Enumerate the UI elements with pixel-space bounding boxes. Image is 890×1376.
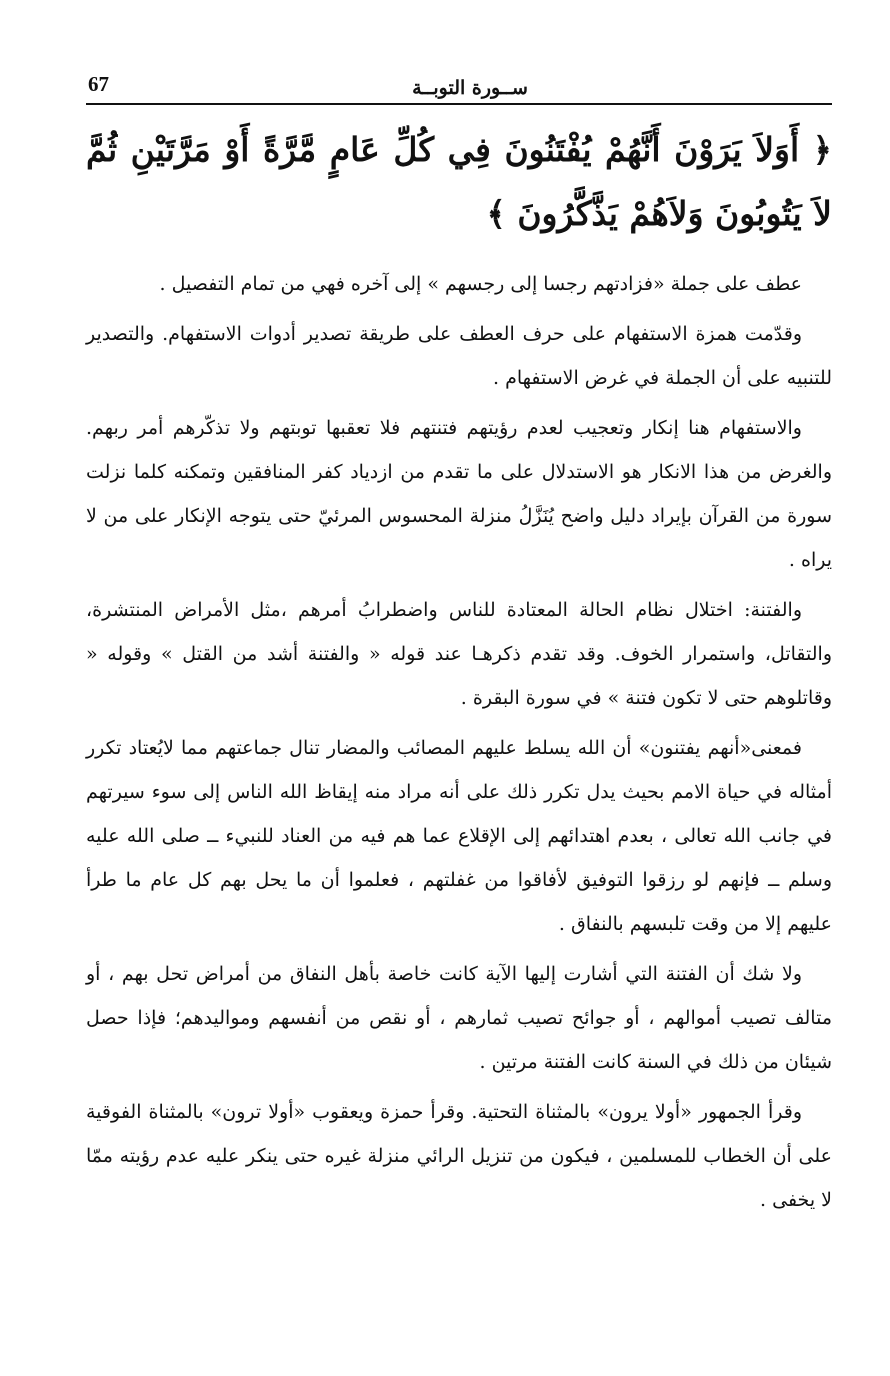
running-title: ســورة التوبــة (412, 77, 528, 99)
paragraph-2: وقدّمت همزة الاستفهام على حرف العطف على طريقة تصدير أدوات الاستفهام. والتصدير للتنبيه على أن الجملة في غرض الاستفهام . (86, 323, 832, 389)
paragraph-1: عطف على جملة «فزادتهم رجسا إلى رجسهم » إلى آخره فهي من تمام التفصيل . (159, 273, 802, 295)
header-rule (86, 103, 832, 105)
quran-verse: ﴿ أَوَلاَ يَرَوْنَ أَنَّهُمْ يُفْتَنُونَ فِي كُلِّ عَامٍ مَّرَّةً أَوْ مَرَّتَيْنِ ثُمَّ لاَ يَتُوبُونَ وَلاَهُمْ يَذَّكَّرُونَ ﴾ (86, 130, 832, 233)
paragraph-5: فمعنى«أنهم يفتنون» أن الله يسلط عليهم المصائب والمضار تنال جماعتهم مما لايُعتاد تكرر أمثاله في حياة الامم بحيث يدل تكرر ذلك على أنه مراد منه إيقاظ الله الناس إلى سوء سيرتهم في جانب الله تعالى ، بعدم اهتدائهم إلى الإقلاع عما هم فيه من العناد للنبيء ــ صلى الله عليه وسلم ــ فإنهم لو رزقوا التوفيق لأفاقوا من غفلتهم ، فعلموا أن ما يحل بهم كل عام ما طرأ عليهم إلا من وقت تلبسهم بالنفاق . (86, 737, 832, 935)
paragraph-7: وقرأ الجمهور «أولا يرون» بالمثناة التحتية. وقرأ حمزة ويعقوب «أولا ترون» بالمثناة الفوقية على أن الخطاب للمسلمين ، فيكون من تنزيل الرائي منزلة غيره حتى ينكر عليه عدم رؤيته ممّا لا يخفى . (86, 1101, 832, 1211)
paragraph-4: والفتنة: اختلال نظام الحالة المعتادة للناس واضطرابُ أمرهم ،مثل الأمراض المنتشرة، والتقاتل، واستمرار الخوف. وقد تقدم ذكرهـا عند قوله « والفتنة أشد من القتل » وقوله « وقاتلوهم حتى لا تكون فتنة » في سورة البقرة . (86, 599, 832, 709)
page-number: 67 (88, 72, 109, 96)
paragraph-6: ولا شك أن الفتنة التي أشارت إليها الآية كانت خاصة بأهل النفاق من أمراض تحل بهم ، أو متالف تصيب أموالهم ، أو جوائح تصيب ثمارهم ، أو نقص من أنفسهم ومواليدهم؛ فإذا حصل شيئان من ذلك في السنة كانت الفتنة مرتين . (86, 963, 832, 1073)
commentary-text (86, 262, 832, 1228)
paragraph-3: والاستفهام هنا إنكار وتعجيب لعدم رؤيتهم فتنتهم فلا تعقبها توبتهم ولا تذكّرهم أمر ربهم. والغرض من هذا الانكار هو الاستدلال على ما تقدم من ازدياد كفر المنافقين وتمكنه كلما نزلت سورة من القرآن بإيراد دليل واضح يُنَزَّلُ منزلة المحسوس المرئيّ حتى يتوجه الإنكار على من لا يراه . (86, 417, 832, 571)
